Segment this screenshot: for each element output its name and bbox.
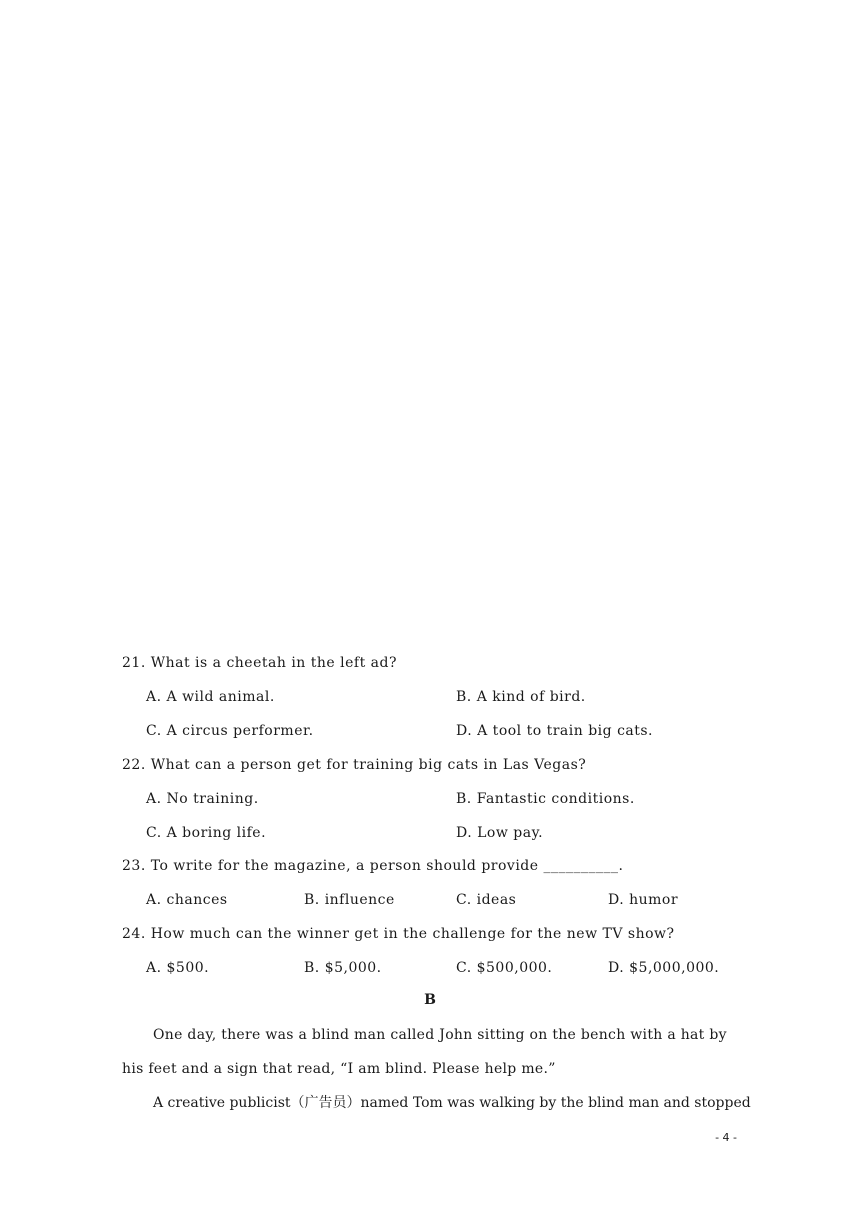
q23-option-b: B. influence	[304, 892, 395, 908]
q24-option-d: D. $5,000,000.	[608, 960, 720, 976]
passage-line: A creative publicist（广告员）named Tom was walking by the blind man and stopped	[153, 1095, 751, 1111]
q21-option-d: D. A tool to train big cats.	[456, 723, 654, 739]
q22-option-d: D. Low pay.	[456, 825, 544, 841]
passage-line: his feet and a sign that read, “I am blind. Please help me.”	[122, 1061, 556, 1077]
q21-option-a: A. A wild animal.	[146, 689, 275, 705]
q23-option-a: A. chances	[146, 892, 228, 908]
q23-option-d: D. humor	[608, 892, 679, 908]
q22-option-b: B. Fantastic conditions.	[456, 791, 635, 807]
q22-option-a: A. No training.	[146, 791, 259, 807]
q24-option-c: C. $500,000.	[456, 960, 553, 976]
q23-option-c: C. ideas	[456, 892, 517, 908]
question-24: 24. How much can the winner get in the challenge for the new TV show?	[122, 926, 675, 942]
page-number: - 4 -	[715, 1131, 737, 1144]
question-21: 21. What is a cheetah in the left ad?	[122, 655, 397, 671]
q24-option-a: A. $500.	[146, 960, 210, 976]
q24-option-b: B. $5,000.	[304, 960, 382, 976]
question-23: 23. To write for the magazine, a person should provide __________.	[122, 858, 624, 874]
section-b-heading: B	[424, 992, 436, 1008]
q22-option-c: C. A boring life.	[146, 825, 267, 841]
q21-option-b: B. A kind of bird.	[456, 689, 586, 705]
question-22: 22. What can a person get for training big cats in Las Vegas?	[122, 757, 587, 773]
passage-line: One day, there was a blind man called John sitting on the bench with a hat by	[153, 1027, 727, 1043]
q21-option-c: C. A circus performer.	[146, 723, 314, 739]
